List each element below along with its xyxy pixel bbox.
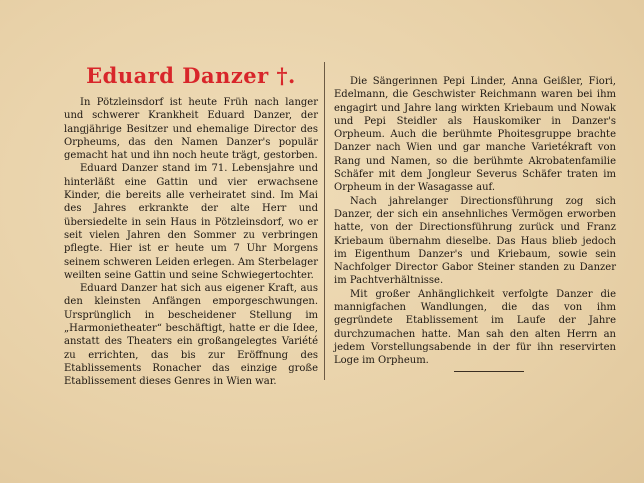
paragraph: In Pötzleinsdorf ist heute Früh nach langer und schwerer Krankheit Eduard Danzer, der langjährige Besitzer und ehemalige Director des Orpheums, das den Namen Danzer's populär gemacht hat und ihn noch heute trägt, gestorben.	[64, 97, 318, 162]
paragraph: Die Sängerinnen Pepi Linder, Anna Geißler, Fiori, Edelmann, die Geschwister Reichmann waren bei ihm engagirt und Jahre lang wirkten Kriebaum und Nowak und Pepi Steidler als Hauskomiker in Danzer's Orpheum. Auch die berühmte Phoitesgruppe brachte Danzer nach Wien und gar manche Varietékraft von Rang und Namen, so die berühmte Akrobatenfamilie Schäfer mit dem Jongleur Severus Schäfer traten im Orpheum in der Wasagasse auf.	[334, 76, 616, 194]
paragraph: Nach jahrelanger Directionsführung zog sich Danzer, der sich ein ansehnliches Vermögen erworben hatte, von der Directionsführung zurück und Franz Kriebaum übernahm dieselbe. Das Haus blieb jedoch im Eigenthum Danzer's und Kriebaum, sowie sein Nachfolger Director Gabor Steiner standen zu Danzer im Pachtverhältnisse.	[334, 195, 616, 287]
article-title: Eduard Danzer †.	[86, 63, 296, 88]
left-column	[64, 96, 318, 389]
end-rule	[454, 371, 524, 372]
column-divider	[324, 62, 325, 380]
paragraph: Mit großer Anhänglichkeit verfolgte Danzer die mannigfachen Wandlungen, die das von ihm gegründete Etablissement im Laufe der Jahre durchzumachen hatte. Man sah den alten Herrn an jedem Vorstellungsabende in der für ihn reservirten Loge im Orpheum.	[334, 288, 616, 367]
paragraph: Eduard Danzer hat sich aus eigener Kraft, aus den kleinsten Anfängen emporgeschwungen. Ursprünglich in bescheidener Stellung im „Harmonietheater“ beschäftigt, hatte er die Idee, anstatt des Theaters ein großangelegtes Variété zu errichten, das bis zur Eröffnung des Etablissements Ronacher das einzige große Etablissement dieses Genres in Wien war.	[64, 283, 318, 388]
right-column	[334, 75, 616, 368]
paragraph: Eduard Danzer stand im 71. Lebensjahre und hinterläßt eine Gattin und vier erwachsene Kinder, die bereits alle verheiratet sind. Im Mai des Jahres erkrankte der alte Herr und übersiedelte in sein Haus in Pötzleinsdorf, wo er seit vielen Jahren den Sommer zu verbringen pflegte. Hier ist er heute um 7 Uhr Morgens seinem schweren Leiden erlegen. Am Sterbelager weilten seine Gattin und seine Schwiegertochter.	[64, 163, 318, 281]
